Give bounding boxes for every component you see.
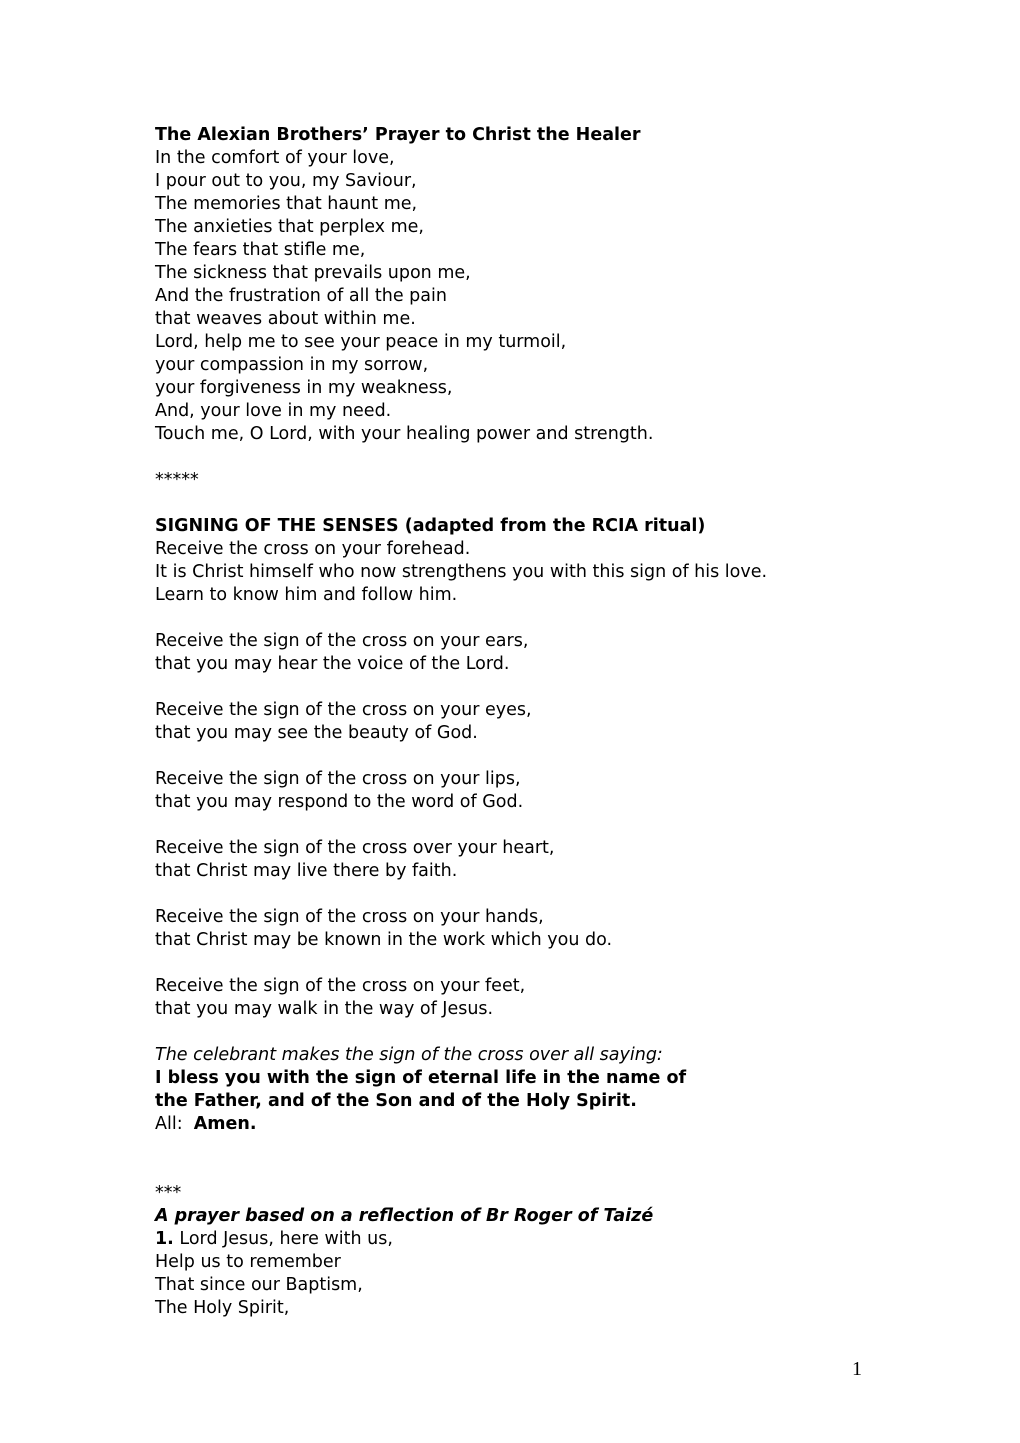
prayer-line: That since our Baptism, [155, 1275, 363, 1295]
spacer [155, 1159, 915, 1182]
prayer-line: your compassion in my sorrow, [155, 355, 429, 375]
spacer [155, 883, 915, 906]
prayer-line: The anxieties that perplex me, [155, 217, 424, 237]
stanza-line: that you may walk in the way of Jesus. [155, 999, 494, 1019]
spacer [155, 814, 915, 837]
intro-line: Learn to know him and follow him. [155, 585, 458, 605]
response-label: All: [155, 1114, 183, 1134]
prayer-line: The fears that stifle me, [155, 240, 366, 260]
section-title-signing: SIGNING OF THE SENSES (adapted from the RCIA ritual) [155, 516, 706, 536]
prayer-line: your forgiveness in my weakness, [155, 378, 453, 398]
prayer-line: The sickness that prevails upon me, [155, 263, 471, 283]
stanza-line: that Christ may live there by faith. [155, 861, 458, 881]
prayer-title-taize: A prayer based on a reflection of Br Roger of Taizé [155, 1206, 654, 1226]
prayer-line: Touch me, O Lord, with your healing power and strength. [155, 424, 654, 444]
intro-line: It is Christ himself who now strengthens you with this sign of his love. [155, 562, 768, 582]
spacer [155, 607, 915, 630]
prayer-line: And the frustration of all the pain [155, 286, 447, 306]
prayer-title-alexian: The Alexian Brothers’ Prayer to Christ the Healer [155, 125, 641, 145]
prayer-line: In the comfort of your love, [155, 148, 395, 168]
rubric-text: The celebrant makes the sign of the cross over all saying: [155, 1045, 663, 1065]
spacer [155, 676, 915, 699]
spacer [155, 1136, 915, 1159]
spacer [155, 492, 915, 515]
response-text: Amen. [193, 1114, 257, 1134]
spacer [155, 1021, 915, 1044]
prayer-line: The Holy Spirit, [155, 1298, 290, 1318]
prayer-line: Lord, help me to see your peace in my turmoil, [155, 332, 567, 352]
stanza-line: that you may hear the voice of the Lord. [155, 654, 510, 674]
prayer-line: that weaves about within me. [155, 309, 416, 329]
stanza-line: Receive the sign of the cross on your feet, [155, 976, 526, 996]
stanza-line: that you may respond to the word of God. [155, 792, 524, 812]
prayer-line: The memories that haunt me, [155, 194, 418, 214]
stanza-line: Receive the sign of the cross on your lips, [155, 769, 521, 789]
spacer [155, 745, 915, 768]
item-text: Lord Jesus, here with us, [179, 1229, 393, 1249]
item-number: 1. [155, 1229, 174, 1249]
spacer [155, 446, 915, 469]
stanza-line: Receive the sign of the cross on your ears, [155, 631, 529, 651]
stanza-line: Receive the sign of the cross on your hands, [155, 907, 544, 927]
spacer [155, 952, 915, 975]
section-separator: ***** [155, 470, 199, 490]
blessing-line: the Father, and of the Son and of the Holy Spirit. [155, 1091, 637, 1111]
section-separator: *** [155, 1183, 182, 1203]
prayer-line: I pour out to you, my Saviour, [155, 171, 417, 191]
prayer-line: Help us to remember [155, 1252, 341, 1272]
numbered-line [155, 1228, 915, 1251]
stanza-line: that Christ may be known in the work which you do. [155, 930, 613, 950]
intro-line: Receive the cross on your forehead. [155, 539, 471, 559]
stanza-line: that you may see the beauty of God. [155, 723, 478, 743]
stanza-line: Receive the sign of the cross on your eyes, [155, 700, 532, 720]
response-line [155, 1113, 915, 1136]
prayer-line: And, your love in my need. [155, 401, 392, 421]
page-content [155, 124, 915, 1320]
blessing-line: I bless you with the sign of eternal life in the name of [155, 1068, 687, 1088]
page-number: 1 [852, 1358, 862, 1380]
stanza-line: Receive the sign of the cross over your heart, [155, 838, 555, 858]
